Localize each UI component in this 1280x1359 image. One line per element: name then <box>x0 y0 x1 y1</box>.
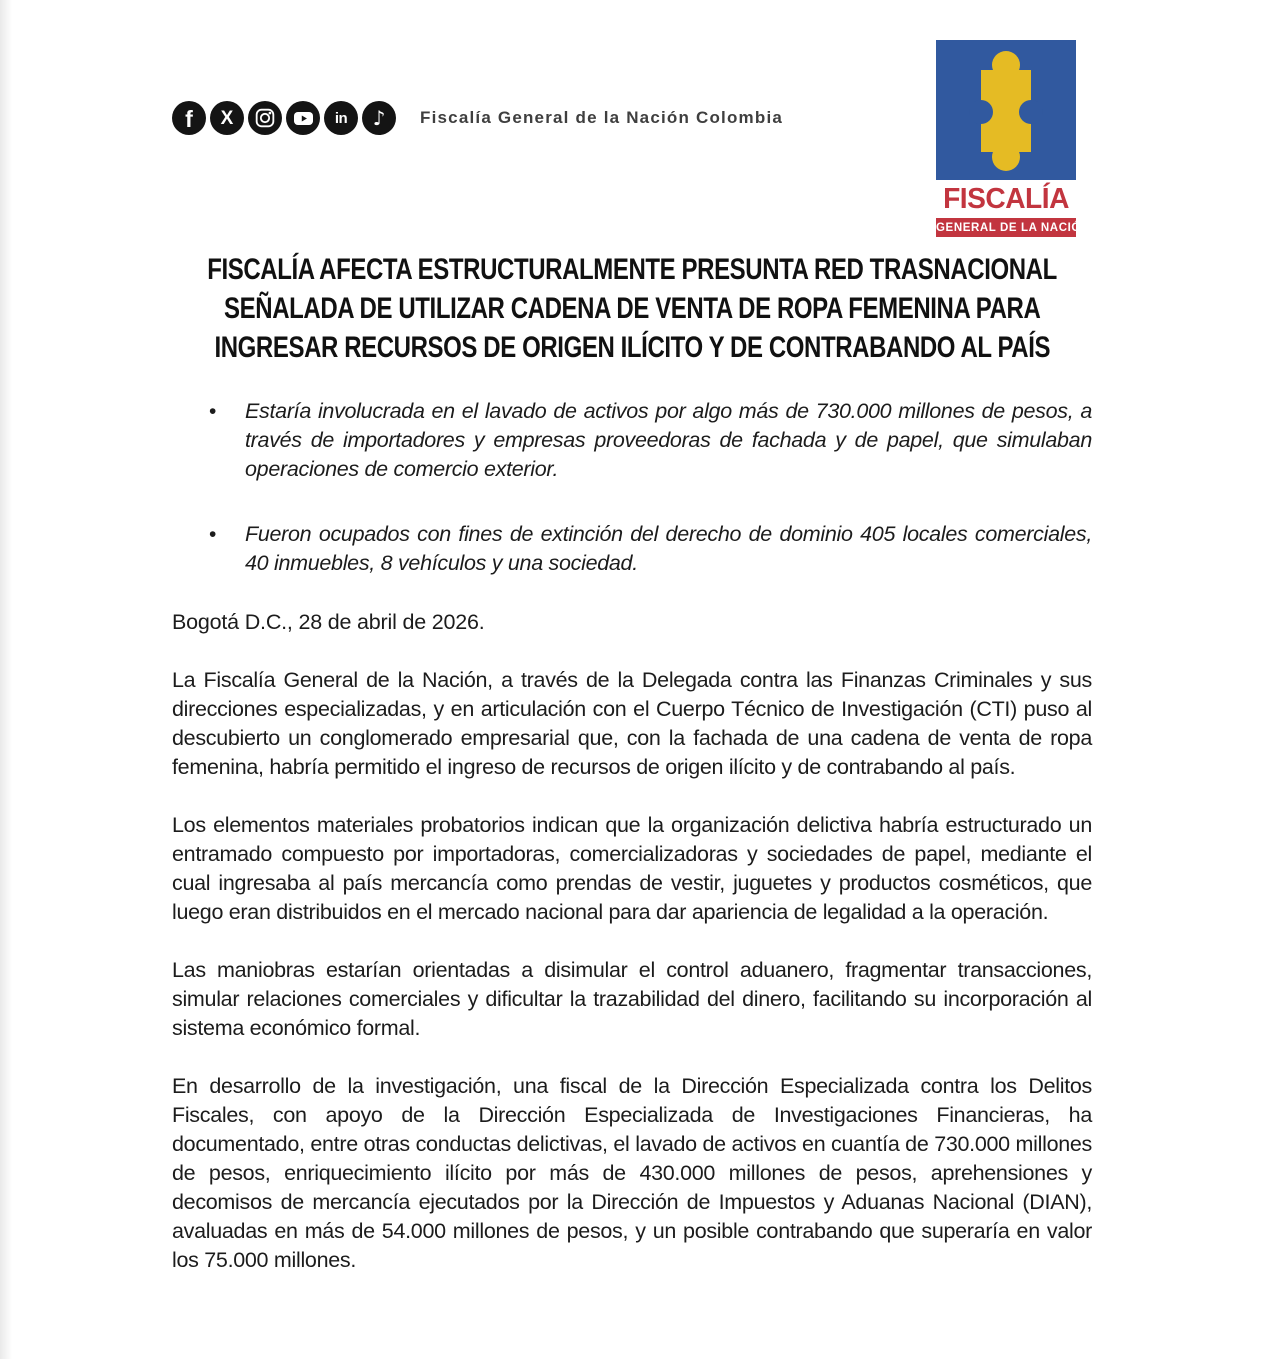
headline <box>172 250 1092 367</box>
bullet-item-2 <box>172 520 1092 578</box>
social-icons-row <box>172 101 783 135</box>
paragraph-1: La Fiscalía General de la Nación, a través de la Delegada contra las Finanzas Criminales y sus direcciones especializadas, y en articulación con el Cuerpo Técnico de Investigación (CTI) puso al descubierto un conglomerado empresarial que, con la fachada de una cadena de venta de ropa femenina, habría permitido el ingreso de recursos de origen ilícito y de contrabando al país. <box>172 668 1092 779</box>
instagram-icon[interactable] <box>248 101 282 135</box>
bullet-marker: • <box>209 523 217 546</box>
linkedin-icon[interactable]: in <box>324 101 358 135</box>
headline-line-2: SEÑALADA DE UTILIZAR CADENA DE VENTA DE ROPA FEMENINA PARA <box>223 292 1041 325</box>
headline-line-1: FISCALÍA AFECTA ESTRUCTURALMENTE PRESUNTA RED TRASNACIONAL <box>207 253 1057 286</box>
youtube-glyph <box>293 109 314 128</box>
dateline: Bogotá D.C., 28 de abril de 2026. <box>172 610 485 634</box>
instagram-glyph <box>255 108 275 128</box>
bullet-marker: • <box>209 400 217 423</box>
headline-line-3: INGRESAR RECURSOS DE ORIGEN ILÍCITO Y DE CONTRABANDO AL PAÍS <box>214 331 1050 364</box>
fiscalia-logo <box>936 40 1090 237</box>
tiktok-icon[interactable]: ♪ <box>362 101 396 135</box>
logo-wordmark: FISCALÍA <box>943 183 1069 215</box>
paragraph-4: En desarrollo de la investigación, una fiscal de la Dirección Especializada contra los Delitos Fiscales, con apoyo de la Dirección Especializada de Investigaciones Financieras, ha documentado, entre otras conductas delictivas, el lavado de activos en cuantía de 730.000 millones de pesos, enriquecimiento ilícito por más de 430.000 millones de pesos, aprehensiones y decomisos de mercancía ejecutados por la Dirección de Impuestos y Aduanas Nacional (DIAN), avaluadas en más de 54.000 millones de pesos, y un posible contrabando que superaría en valor los 75.000 millones. <box>172 1074 1092 1272</box>
bullet-text-2: Fueron ocupados con fines de extinción del derecho de dominio 405 locales comerciales, 40 inmuebles, 8 vehículos y una sociedad. <box>245 522 1092 575</box>
org-name: Fiscalía General de la Nación Colombia <box>420 108 784 127</box>
paragraph-2: Los elementos materiales probatorios indican que la organización delictiva habría estructurado un entramado compuesto por importadoras, comercializadoras y sociedades de papel, mediante el cual ingresaba al país mercancía como prendas de vestir, juguetes y productos cosméticos, que luego eran distribuidos en el mercado nacional para dar apariencia de legalidad a la operación. <box>172 813 1092 924</box>
puzzle-logo-icon <box>936 40 1076 180</box>
document-body <box>172 250 1092 1275</box>
x-icon[interactable]: X <box>210 101 244 135</box>
facebook-icon[interactable]: f <box>172 101 206 135</box>
youtube-icon[interactable] <box>286 101 320 135</box>
page-edge-shadow <box>0 0 12 1359</box>
bullet-text-1: Estaría involucrada en el lavado de activos por algo más de 730.000 millones de pesos, a través de importadores y empresas proveedoras de fachada y de papel, que simulaban operaciones de comercio exterior. <box>245 399 1092 481</box>
bullet-list <box>172 397 1092 578</box>
bullet-item-1 <box>172 397 1092 484</box>
logo-banner: GENERAL DE LA NACIÓN <box>936 218 1076 237</box>
paragraph-3: Las maniobras estarían orientadas a disimular el control aduanero, fragmentar transacciones, simular relaciones comerciales y dificultar la trazabilidad del dinero, facilitando su incorporación al sistema económico formal. <box>172 958 1092 1040</box>
